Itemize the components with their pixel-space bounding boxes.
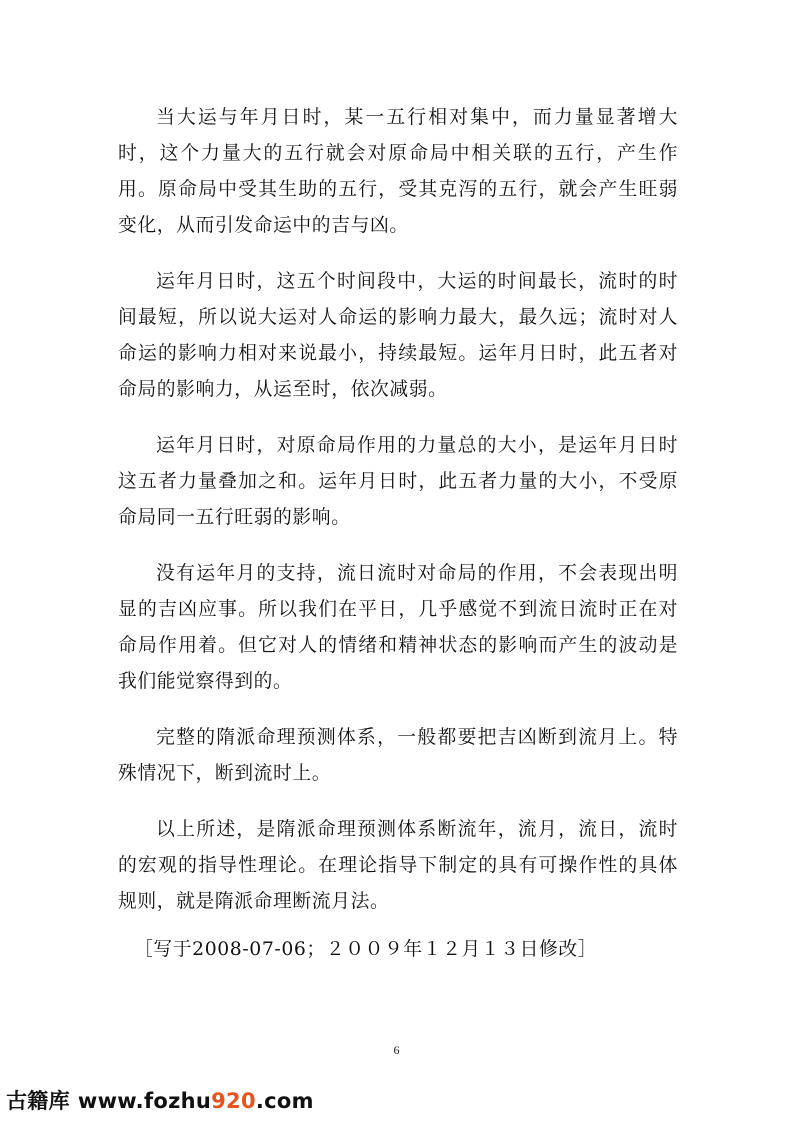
watermark-domain-prefix: www.fozhu <box>77 1089 212 1113</box>
watermark-domain-suffix: .com <box>255 1089 314 1113</box>
document-body <box>118 100 678 968</box>
watermark-site-name: 古籍库 <box>6 1089 70 1113</box>
paragraph-4: 没有运年月的支持，流日流时对命局的作用，不会表现出明显的吉凶应事。所以我们在平日，几乎感觉不到流日流时正在对命局作用着。但它对人的情绪和精神状态的影响而产生的波动是我们能觉察得到的。 <box>118 563 678 692</box>
writing-date-note: ［写于2008-07-06；２００９年１２月１３日修改］ <box>134 939 598 960</box>
page-number: 6 <box>393 1043 400 1057</box>
paragraph-2: 运年月日时，这五个时间段中，大运的时间最长，流时的时间最短，所以说大运对人命运的影响力最大，最久远；流时对人命运的影响力相对来说最小，持续最短。运年月日时，此五者对命局的影响力，从运至时，依次减弱。 <box>118 271 678 400</box>
paragraph-5: 完整的隋派命理预测体系，一般都要把吉凶断到流月上。特殊情况下，断到流时上。 <box>118 727 678 784</box>
site-watermark <box>6 1085 314 1115</box>
paragraph-6: 以上所述，是隋派命理预测体系断流年，流月，流日，流时的宏观的指导性理论。在理论指导下制定的具有可操作性的具体规则，就是隋派命理断流月法。 <box>118 819 678 912</box>
paragraph-3: 运年月日时，对原命局作用的力量总的大小，是运年月日时这五者力量叠加之和。运年月日时，此五者力量的大小，不受原命局同一五行旺弱的影响。 <box>118 435 678 528</box>
paragraph-1: 当大运与年月日时，某一五行相对集中，而力量显著增大时，这个力量大的五行就会对原命局中相关联的五行，产生作用。原命局中受其生助的五行，受其克泻的五行，就会产生旺弱变化，从而引发命运中的吉与凶。 <box>118 107 678 236</box>
watermark-domain-number: 920 <box>211 1089 256 1113</box>
